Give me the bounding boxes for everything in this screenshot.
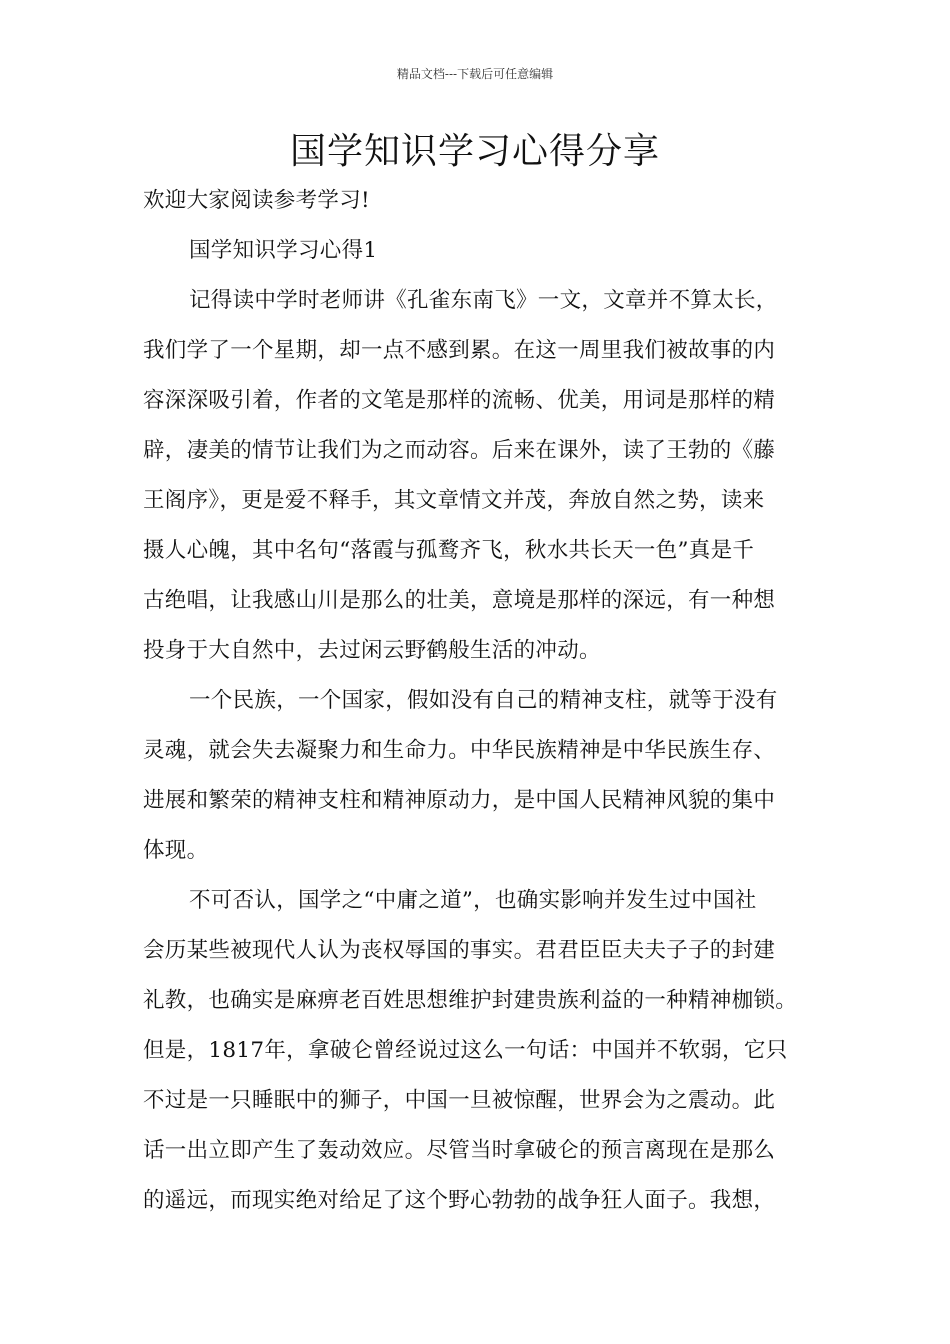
header-note: 精品文档---下载后可任意编辑 <box>396 67 554 81</box>
text-line: 容深深吸引着，作者的文笔是那样的流畅、优美，用词是那样的精 <box>143 388 776 413</box>
text-line: 体现。 <box>143 838 209 863</box>
text-line: 欢迎大家阅读参考学习! <box>143 188 370 213</box>
text-line: 不过是一只睡眠中的狮子，中国一旦被惊醒，世界会为之震动。此 <box>143 1088 776 1113</box>
text-line: 摄人心魄，其中名句“落霞与孤鹜齐飞，秋水共长天一色”真是千 <box>143 538 755 563</box>
text-line: 礼教，也确实是麻痹老百姓思想维护封建贵族利益的一种精神枷锁。 <box>143 988 798 1013</box>
text-line: 话一出立即产生了轰动效应。尽管当时拿破仑的预言离现在是那么 <box>143 1138 776 1163</box>
text-line: 进展和繁荣的精神支柱和精神原动力，是中国人民精神风貌的集中 <box>143 788 776 813</box>
text-line: 投身于大自然中，去过闲云野鹤般生活的冲动。 <box>143 638 601 663</box>
text-line: 但是，1817年，拿破仑曾经说过这么一句话：中国并不软弱，它只 <box>143 1038 788 1063</box>
text-line: 我们学了一个星期，却一点不感到累。在这一周里我们被故事的内 <box>143 338 776 363</box>
text-line: 会历某些被现代人认为丧权辱国的事实。君君臣臣夫夫子子的封建 <box>143 938 776 963</box>
text-line: 辟，凄美的情节让我们为之而动容。后来在课外，读了王勃的《藤 <box>143 438 776 463</box>
text-line: 的遥远，而现实绝对给足了这个野心勃勃的战争狂人面子。我想， <box>143 1188 776 1213</box>
text-line: 国学知识学习心得1 <box>189 238 378 263</box>
text-line: 不可否认，国学之“中庸之道”，也确实影响并发生过中国社 <box>189 888 757 913</box>
text-line: 王阁序》，更是爱不释手，其文章情文并茂，奔放自然之势，读来 <box>143 488 765 513</box>
text-line: 记得读中学时老师讲《孔雀东南飞》一文，文章并不算太长， <box>189 288 778 313</box>
text-line: 一个民族，一个国家，假如没有自己的精神支柱，就等于没有 <box>189 688 778 713</box>
text-line: 灵魂，就会失去凝聚力和生命力。中华民族精神是中华民族生存、 <box>143 738 776 763</box>
page-title: 国学知识学习心得分享 <box>289 131 660 172</box>
document-body <box>143 176 823 1226</box>
text-line: 古绝唱，让我感山川是那么的壮美，意境是那样的深远，有一种想 <box>143 588 776 613</box>
